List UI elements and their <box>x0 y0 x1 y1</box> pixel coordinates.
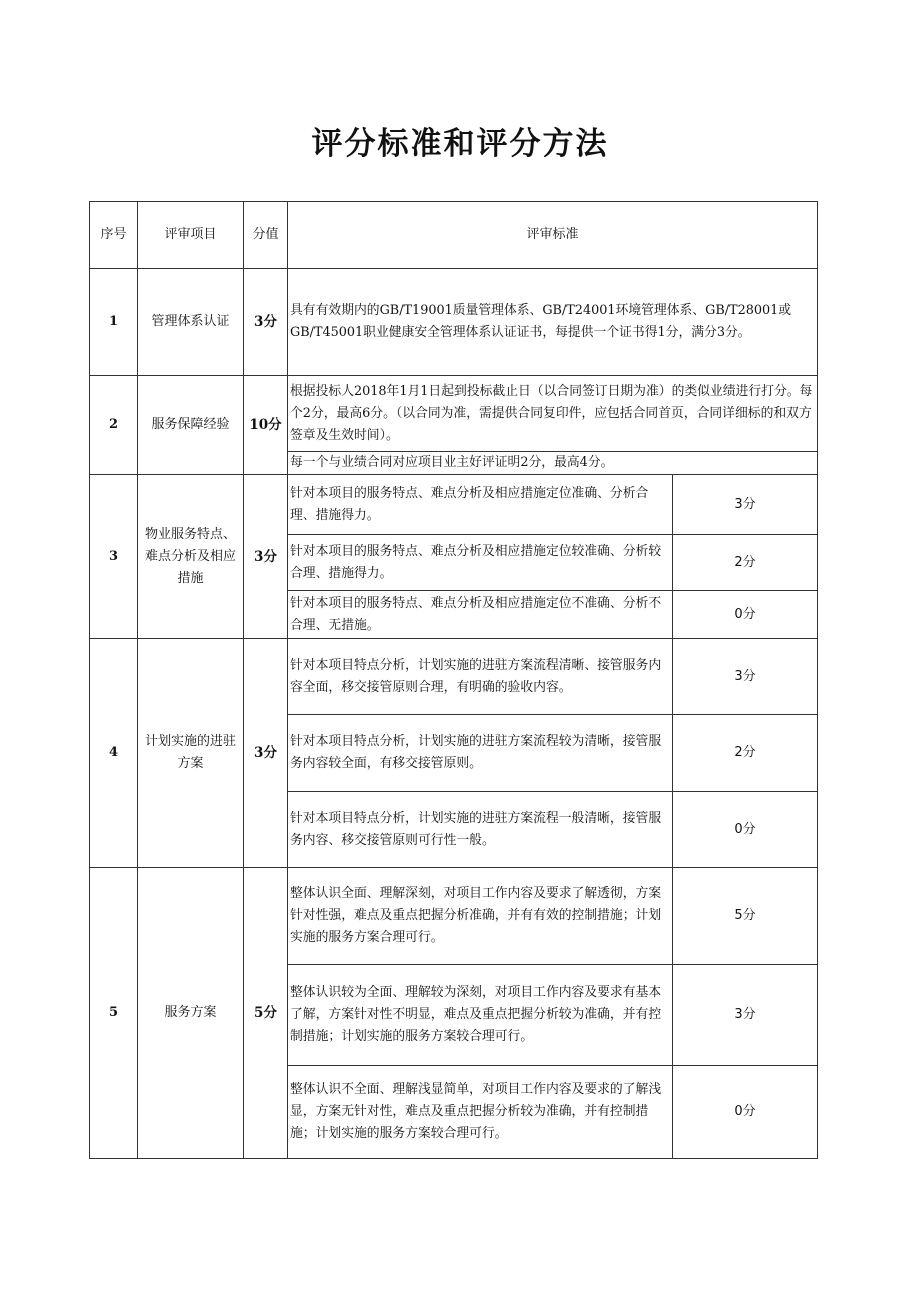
criteria-level-points: 0分 <box>673 1066 818 1159</box>
criteria-level-points: 2分 <box>673 535 818 591</box>
header-criteria: 评审标准 <box>288 202 818 269</box>
row-item: 服务保障经验 <box>138 376 244 475</box>
row-item: 计划实施的进驻方案 <box>138 639 244 868</box>
table-row <box>90 475 818 535</box>
header-item: 评审项目 <box>138 202 244 269</box>
header-seq: 序号 <box>90 202 138 269</box>
row-score: 3分 <box>244 639 288 868</box>
criteria-level-text: 整体认识较为全面、理解较为深刻，对项目工作内容及要求有基本了解，方案针对性不明显，难点及重点把握分析较为准确，并有控制措施；计划实施的服务方案较合理可行。 <box>288 965 673 1066</box>
table-row <box>90 376 818 452</box>
row-item: 物业服务特点、难点分析及相应措施 <box>138 475 244 639</box>
scoring-table <box>89 201 818 1159</box>
row-score: 3分 <box>244 475 288 639</box>
row-seq: 1 <box>90 269 138 376</box>
table-row <box>90 868 818 965</box>
criteria-level-text: 整体认识不全面、理解浅显简单，对项目工作内容及要求的了解浅显，方案无针对性，难点及重点把握分析较为准确，并有控制措施；计划实施的服务方案较合理可行。 <box>288 1066 673 1159</box>
row-item: 服务方案 <box>138 868 244 1159</box>
criteria-level-points: 5分 <box>673 868 818 965</box>
criteria-level-text: 针对本项目特点分析，计划实施的进驻方案流程一般清晰，接管服务内容、移交接管原则可行性一般。 <box>288 792 673 868</box>
criteria-level-text: 针对本项目特点分析，计划实施的进驻方案流程清晰、接管服务内容全面，移交接管原则合理，有明确的验收内容。 <box>288 639 673 715</box>
criteria-level-points: 0分 <box>673 591 818 639</box>
criteria-level-text: 针对本项目的服务特点、难点分析及相应措施定位较准确、分析较合理、措施得力。 <box>288 535 673 591</box>
criteria-level-text: 针对本项目的服务特点、难点分析及相应措施定位准确、分析合理、措施得力。 <box>288 475 673 535</box>
table-row <box>90 639 818 715</box>
criteria-level-text: 针对本项目的服务特点、难点分析及相应措施定位不准确、分析不合理、无措施。 <box>288 591 673 639</box>
row-item: 管理体系认证 <box>138 269 244 376</box>
table-row <box>90 269 818 376</box>
row-score: 3分 <box>244 269 288 376</box>
criteria-level-points: 3分 <box>673 965 818 1066</box>
header-score: 分值 <box>244 202 288 269</box>
criteria-level-points: 3分 <box>673 639 818 715</box>
criteria-level-points: 0分 <box>673 792 818 868</box>
row-seq: 5 <box>90 868 138 1159</box>
criteria-level-text: 针对本项目特点分析，计划实施的进驻方案流程较为清晰，接管服务内容较全面，有移交接管原则。 <box>288 715 673 792</box>
criteria-level-points: 2分 <box>673 715 818 792</box>
row-seq: 4 <box>90 639 138 868</box>
row-seq: 3 <box>90 475 138 639</box>
criteria-text: 根据投标人2018年1月1日起到投标截止日（以合同签订日期为准）的类似业绩进行打分。每个2分，最高6分。（以合同为准，需提供合同复印件，应包括合同首页，合同详细标的和双方签章及生效时间）。 <box>288 376 818 452</box>
criteria-level-points: 3分 <box>673 475 818 535</box>
page-title: 评分标准和评分方法 <box>311 126 609 162</box>
row-seq: 2 <box>90 376 138 475</box>
table-header-row <box>90 202 818 269</box>
criteria-text: 具有有效期内的GB/T19001质量管理体系、GB/T24001环境管理体系、GB/T28001或GB/T45001职业健康安全管理体系认证证书，每提供一个证书得1分，满分3分。 <box>288 269 818 376</box>
row-score: 10分 <box>244 376 288 475</box>
row-score: 5分 <box>244 868 288 1159</box>
criteria-text: 每一个与业绩合同对应项目业主好评证明2分，最高4分。 <box>288 452 818 475</box>
criteria-level-text: 整体认识全面、理解深刻，对项目工作内容及要求了解透彻，方案针对性强，难点及重点把握分析准确，并有有效的控制措施；计划实施的服务方案合理可行。 <box>288 868 673 965</box>
